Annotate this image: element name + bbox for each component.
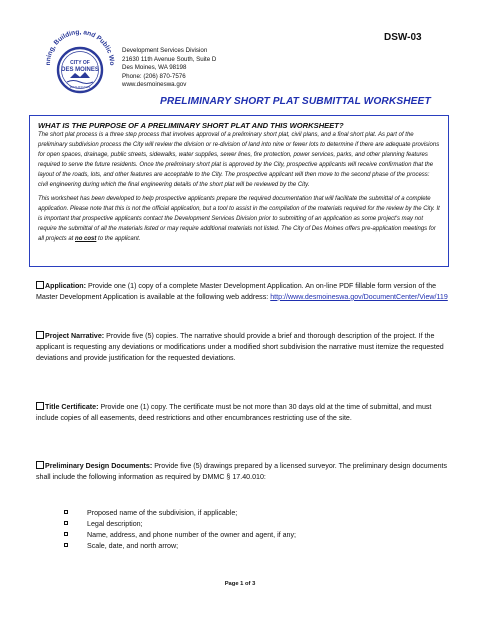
bullet-square-icon: [64, 543, 68, 547]
narrative-checkbox[interactable]: [36, 331, 44, 339]
purpose-p2-end: to the applicant.: [96, 236, 141, 243]
purpose-box: [29, 115, 449, 267]
master-application-link[interactable]: http://www.desmoineswa.gov/DocumentCenter/View/119: [270, 292, 448, 301]
org-division: Development Services Division: [122, 47, 208, 54]
list-item: [64, 519, 296, 530]
design-documents-checkbox[interactable]: [36, 461, 44, 469]
title-certificate-checkbox[interactable]: [36, 402, 44, 410]
bullet-square-icon: [64, 510, 68, 514]
list-item-text: Proposed name of the subdivision, if applicable;: [87, 509, 238, 517]
bullet-square-icon: [64, 521, 68, 525]
design-documents-text: Provide five (5) drawings prepared by a licensed surveyor. The preliminary design documents shall include the following information as required by DMMC § 17.40.010:: [36, 462, 448, 481]
org-street: 21630 11th Avenue South, Suite D: [122, 55, 217, 63]
city-seal-logo: [40, 22, 120, 102]
list-item: [64, 508, 296, 519]
form-number: DSW-03: [384, 32, 422, 43]
org-city: Des Moines, WA 98198: [122, 64, 187, 72]
design-documents-item: [36, 461, 450, 483]
svg-text:WASHINGTON: WASHINGTON: [69, 85, 91, 89]
title-certificate-item: [36, 402, 450, 424]
design-requirements-list: [64, 508, 296, 552]
list-item: [64, 530, 296, 541]
svg-text:Planning, Building, and Public: nning, Building, and Public Wo: [44, 28, 116, 66]
title-certificate-label: Title Certificate:: [45, 403, 99, 411]
narrative-text: Provide five (5) copies. The narrative should provide a brief and thorough description of the project. If the applicant is requesting any deviations or modifications under a modified short subdivision the narrative must itemize the requested deviations and provide justification for the requested deviations.: [36, 332, 444, 362]
bullet-square-icon: [64, 532, 68, 536]
list-item-text: Name, address, and phone number of the owner and agent, if any;: [87, 531, 297, 539]
application-item: [36, 281, 450, 303]
purpose-heading: WHAT IS THE PURPOSE OF A PRELIMINARY SHORT PLAT AND THIS WORKSHEET?: [38, 121, 344, 130]
purpose-paragraph-1: The short plat process is a three step process that involves approval of a preliminary short plat, civil plans, and a final short plat. As part of the preliminary subdivision process the City will review the division or re-division of land into nine or fewer lots to determine if there are adequate provisions for open spaces, drainage, public streets, sidewalks, water supplies, sewer lines, fire protection, power services, parks, and other planning features required to serve the future residents. Once the preliminary short plat is approved by the City, prospective applicants will receive confirmation that the layout of the roads, lots, and other features are acceptable to the City. The prospective applicant will then move to the second phase of the process: civil engineering during which the final engineering details of the short plat will be reviewed by the City.: [38, 132, 440, 188]
list-item: [64, 541, 296, 552]
design-documents-label: Preliminary Design Documents:: [45, 462, 153, 470]
application-label: Application:: [45, 282, 86, 290]
org-address-block: [122, 47, 216, 90]
narrative-label: Project Narrative:: [45, 332, 105, 340]
svg-text:DES MOINES: DES MOINES: [61, 67, 99, 73]
narrative-item: [36, 331, 450, 364]
application-checkbox[interactable]: [36, 281, 44, 289]
svg-text:CITY OF: CITY OF: [70, 60, 90, 66]
page-number: Page 1 of 3: [224, 581, 256, 587]
application-text: Provide one (1) copy of a complete Master Development Application. An on-line PDF fillable form version of the Master Development Application is available at the following web address:: [36, 282, 437, 301]
purpose-body: [38, 131, 440, 245]
no-cost-emphasis: no cost: [75, 236, 97, 243]
purpose-p2-text: This worksheet has been developed to help prospective applicants prepare the required documentation that will facilitate the submittal of a complete application. Please note that this is not the official application, but a tool to assist in the compilation of the materials required for the review by the City. It is important that prospective applicants contact the Development Services Division prior to submitting of an application as some project's may not require the submittal of all the materials listed or may require additional materials not listed. The City of Des Moines offers pre-application meetings for all projects at: [38, 196, 440, 243]
list-item-text: Scale, date, and north arrow;: [87, 542, 179, 550]
org-website: www.desmoineswa.gov: [122, 81, 187, 89]
list-item-text: Legal description;: [87, 520, 143, 528]
title-certificate-text: Provide one (1) copy. The certificate must be not more than 30 days old at the time of submittal, and must include copies of all easements, deed restrictions and other encumbrances restricting use of the site.: [36, 403, 432, 422]
org-phone: Phone: (206) 870-7576: [122, 72, 186, 80]
document-title: PRELIMINARY SHORT PLAT SUBMITTAL WORKSHEET: [160, 96, 431, 107]
purpose-paragraph-2: [38, 195, 440, 245]
